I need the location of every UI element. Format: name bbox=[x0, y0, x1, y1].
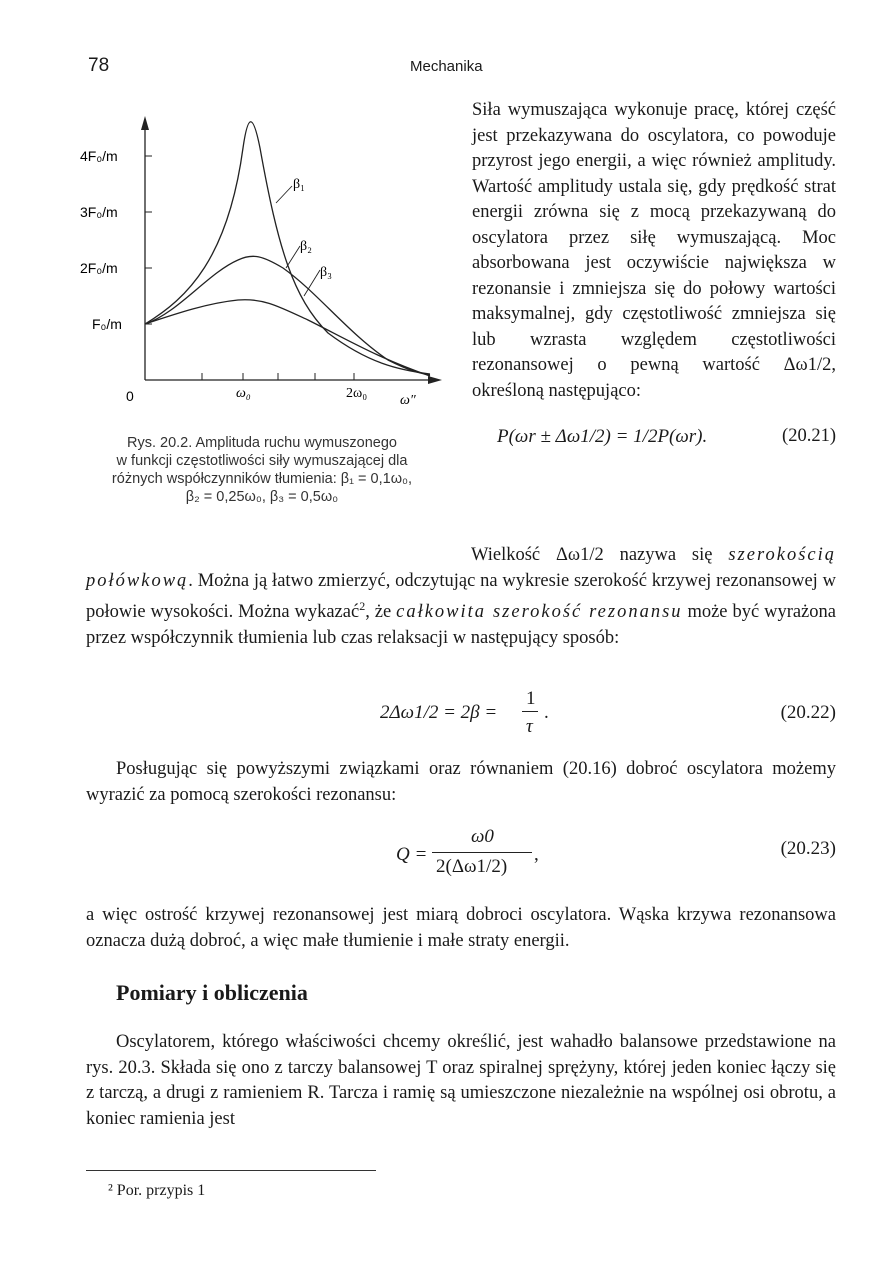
section-heading: Pomiary i obliczenia bbox=[116, 980, 308, 1005]
curve-label-beta1: β₁ bbox=[293, 177, 306, 192]
paragraph-measurements: Oscylatorem, którego właściwości chcemy określić, jest wahadło balansowe przedstawione na rys. 20.3. Składa się ono z tarczy balansowej T oraz spiralnej sprężyny, której jeden koniec łączy się z tarczą, a drugi z ramieniem R. Tarcza i ramię są umieszczone niezależnie na wspólnej osi obrotu, a koniec ramienia jest bbox=[86, 1032, 836, 1129]
footnote: ² Por. przypis 1 bbox=[108, 1182, 206, 1199]
x-label-0: 0 bbox=[126, 388, 134, 404]
paragraph-quality-factor: Posługując się powyższymi związkami oraz równaniem (20.16) dobroć oscylatora możemy wyrazić za pomocą szerokości rezonansu: bbox=[86, 759, 836, 805]
figure-caption: Rys. 20.2. Amplituda ruchu wymuszonego w funkcji częstotliwości siły wymuszającej dla różnych współczynników tłumienia: β₁ = 0,1ω₀, β₂ = 0,25ω₀, β₃ = 0,5ω₀ bbox=[111, 435, 413, 505]
equation-20-21: P(ωr ± Δω1/2) = 1/2P(ωr). (20.21) bbox=[497, 426, 836, 447]
curve-label-beta3: β₃ bbox=[320, 265, 333, 280]
x-label-omega0: ω₀ bbox=[236, 386, 251, 401]
x-label-2omega0: 2ω₀ bbox=[346, 386, 368, 401]
right-column-paragraph: Siła wymuszająca wykonuje pracę, której część jest przekazywana do oscylatora, co powoduje przyrost jego energii, a więc również amplitudy. Wartość amplitudy ustala się, gdy prędkość strat energii zrówna się z mocą przekazywaną do oscylatora przez siłę wymuszającą. Moc absorbowana jest oczywiście największa w rezonansie i zmniejsza się do połowy wartości maksymalnej, gdy częstotliwość zmniejsza się lub wzrasta względem częstotliwości rezonansowej o pewną wartość Δω1/2, określoną następująco: bbox=[472, 100, 836, 401]
resonance-figure bbox=[78, 108, 458, 408]
paragraph-sharpness: a więc ostrość krzywej rezonansowej jest miarą dobroci oscylatora. Wąska krzywa rezonansowa oznacza dużą dobroć, a więc małe tłumienie i małe straty energii. bbox=[86, 905, 836, 951]
running-title: Mechanika bbox=[410, 58, 483, 75]
y-label-2: 2F₀/m bbox=[80, 260, 118, 276]
paragraph-half-width: Wielkość Δω1/2 nazywa się szerokością połówkową. Można ją łatwo zmierzyć, odczytując na wykresie szerokość krzywej rezonansowej w połowie wysokości. Można wykazać$^2$, że całkowita szerokość rezonansu może być wyrażona przez współczynnik tłumienia lub czas relaksacji w następujący sposób: bbox=[86, 545, 836, 648]
footnote-rule bbox=[86, 1170, 376, 1171]
y-label-3: 3F₀/m bbox=[80, 204, 118, 220]
y-label-4: 4F₀/m bbox=[80, 148, 118, 164]
equation-20-23: Q = ω0 2(Δω1/2) , (20.23) bbox=[396, 826, 836, 877]
right-column-text bbox=[472, 98, 836, 458]
curve-label-beta2: β₂ bbox=[300, 239, 313, 254]
page-number: 78 bbox=[88, 55, 110, 76]
x-label-omega: ω″ bbox=[400, 393, 416, 408]
equation-20-22: 2Δω1/2 = 2β = 1 τ . (20.22) bbox=[380, 688, 836, 737]
y-label-1: F₀/m bbox=[92, 316, 122, 332]
